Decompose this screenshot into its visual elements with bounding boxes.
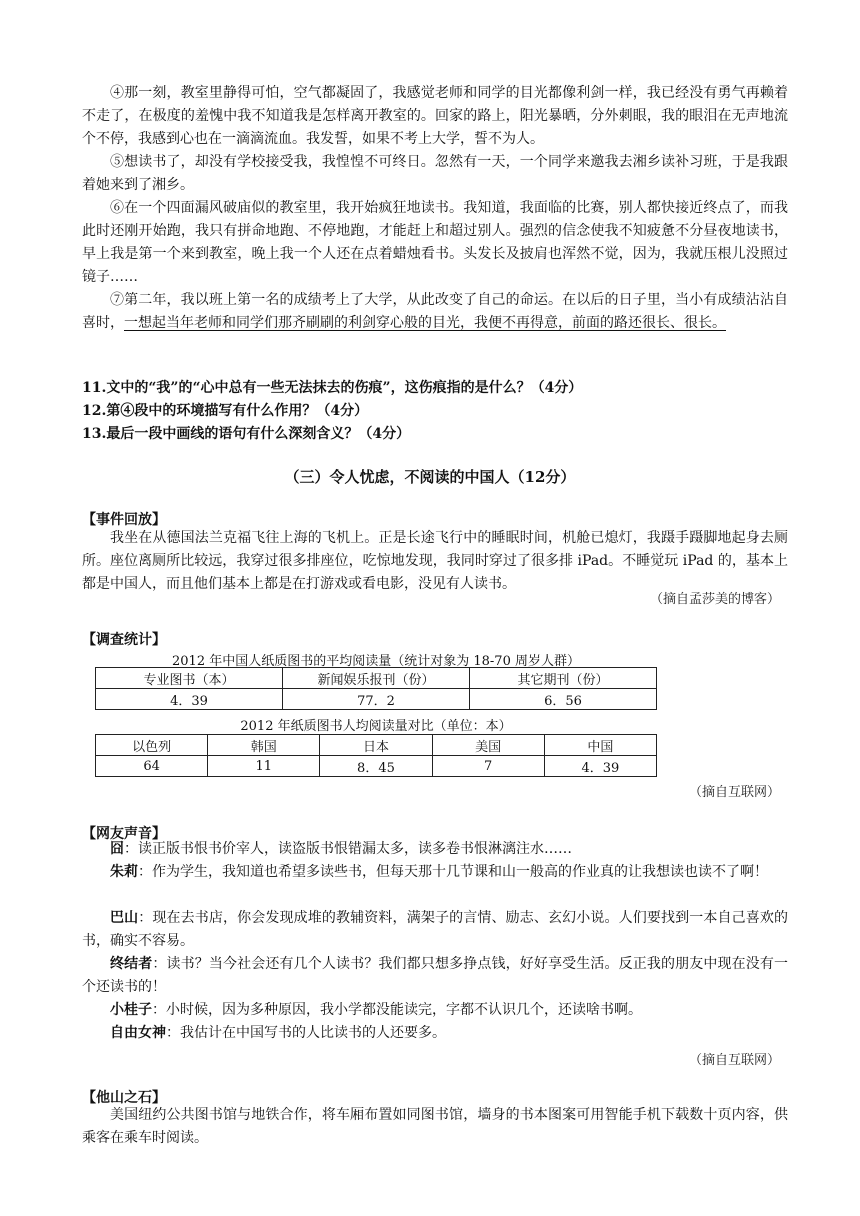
survey-header: 【调查统计】 [82,632,166,648]
question-12: 12.第④段中的环境描写有什么作用？（4分） [82,403,369,419]
section-title: （三）令人忧虑，不阅读的中国人（12分） [284,468,576,486]
netizen-comment [82,999,788,1022]
table2-caption: 2012 年纸质图书人均阅读量对比（单位：本） [240,719,512,734]
table2-header-cell: 以色列 [96,735,208,756]
table1-value-cell: 77．2 [283,689,470,710]
table2-header-cell: 韩国 [208,735,320,756]
netizen-comment [82,953,788,999]
event-source: （摘自孟莎美的博客） [649,592,780,607]
netizen-name: 朱莉 [110,864,138,880]
country-comparison-table [95,734,657,777]
netizen-comment [82,1022,788,1045]
table1-header-cell: 新闻娱乐报刊（份） [283,668,470,689]
netizen-text: ：作为学生，我知道也希望多读些书，但每天那十几节课和山一般高的作业真的让我想读也读不了啊！ [138,864,768,880]
netizen-name: 终结者 [110,956,153,972]
table1-value-row [96,689,657,710]
story-paragraph-7 [82,289,788,335]
table2-value-cell: 8．45 [320,756,432,777]
netizen-comment [82,861,788,884]
other-text: 美国纽约公共图书馆与地铁合作，将车厢布置如同图书馆，墙身的书本图案可用智能手机下载数十页内容，供乘客在乘车时阅读。 [82,1107,788,1146]
question-13: 13.最后一段中画线的语句有什么深刻含义？（4分） [82,426,411,442]
netizens-source: （摘自互联网） [688,1053,780,1068]
reading-volume-table [95,667,657,710]
netizen-comment [82,838,788,861]
paragraph-7-text: ⑦第二年，我以班上第一名的成绩考上了大学，从此改变了自己的命运。在以后的日子里，当小有成绩沾沾自喜时， [82,292,788,331]
table1-value-cell: 6．56 [470,689,657,710]
table2-header-cell: 日本 [320,735,432,756]
story-paragraph-5: ⑤想读书了，却没有学校接受我，我惶惶不可终日。忽然有一天，一个同学来邀我去湘乡读补习班，于是我跟着她来到了湘乡。 [82,154,788,193]
table2-value-row [96,756,657,777]
other-header: 【他山之石】 [82,1090,166,1106]
table1-caption: 2012 年中国人纸质图书的平均阅读量（统计对象为 18-70 周岁人群） [172,654,580,669]
event-header: 【事件回放】 [82,512,166,528]
netizen-name: 囧 [110,841,124,857]
netizen-text: ：读正版书恨书价宰人，读盗版书恨错漏太多，读多卷书恨淋漓注水…… [124,841,572,857]
table1-header-cell: 专业图书（本） [96,668,283,689]
question-11: 11.文中的“我”的“心中总有一些无法抹去的伤痕”，这伤痕指的是什么？（4分） [82,380,583,396]
netizen-text: ：我估计在中国写书的人比读书的人还要多。 [166,1025,446,1041]
underlined-sentence: 一想起当年老师和同学们那齐刷刷的利剑穿心般的目光，我便不再得意，前面的路还很长、很长。 [124,315,726,331]
survey-source: （摘自互联网） [688,785,780,800]
netizen-text: ：读书？当今社会还有几个人读书？我们都只想多挣点钱，好好享受生活。反正我的朋友中现在没有一个还读书的！ [82,956,789,995]
netizen-text: ：现在去书店，你会发现成堆的教辅资料，满架子的言情、励志、玄幻小说。人们要找到一本自己喜欢的书，确实不容易。 [82,910,789,949]
table2-header-cell: 美国 [432,735,544,756]
story-paragraph-4: ④那一刻，教室里静得可怕，空气都凝固了，我感觉老师和同学的目光都像利剑一样，我已经没有勇气再赖着不走了，在极度的羞愧中我不知道我是怎样离开教室的。回家的路上，阳光暴晒，分外刺眼，我的眼泪在无声地流个不停，我感到心也在一滴滴流血。我发誓，如果不考上大学，誓不为人。 [82,85,788,147]
table1-header-row [96,668,657,689]
table2-value-cell: 11 [208,756,320,777]
event-text: 我坐在从德国法兰克福飞往上海的飞机上。正是长途飞行中的睡眠时间，机舱已熄灯，我蹑手蹑脚地起身去厕所。座位离厕所比较远，我穿过很多排座位，吃惊地发现，我同时穿过了很多排 iPad。不睡觉玩 iPad 的，基本上都是中国人，而且他们基本上都是在打游戏或看电影，没见有人读书。 [82,530,788,592]
table2-value-cell: 7 [432,756,544,777]
story-paragraph-6: ⑥在一个四面漏风破庙似的教室里，我开始疯狂地读书。我知道，我面临的比赛，别人都快接近终点了，而我此时还刚开始跑，我只有拼命地跑、不停地跑，才能赶上和超过别人。强烈的信念使我不知疲惫不分昼夜地读书，早上我是第一个来到教室，晚上我一个人还在点着蜡烛看书。头发长及披肩也浑然不觉，因为，我就压根儿没照过镜子…… [82,200,788,285]
netizen-comment [82,907,788,953]
netizens-header: 【网友声音】 [82,826,166,842]
table1-header-cell: 其它期刊（份） [470,668,657,689]
table2-value-cell: 64 [96,756,208,777]
netizen-name: 小桂子 [110,1002,152,1018]
table2-value-cell: 4．39 [544,756,656,777]
netizen-text: ：小时候，因为多种原因，我小学都没能读完，字都不认识几个，还读啥书啊。 [152,1002,642,1018]
table2-header-row [96,735,657,756]
netizen-name: 自由女神 [110,1025,166,1041]
table1-value-cell: 4．39 [96,689,283,710]
table2-header-cell: 中国 [544,735,656,756]
netizen-name: 巴山 [110,910,139,926]
